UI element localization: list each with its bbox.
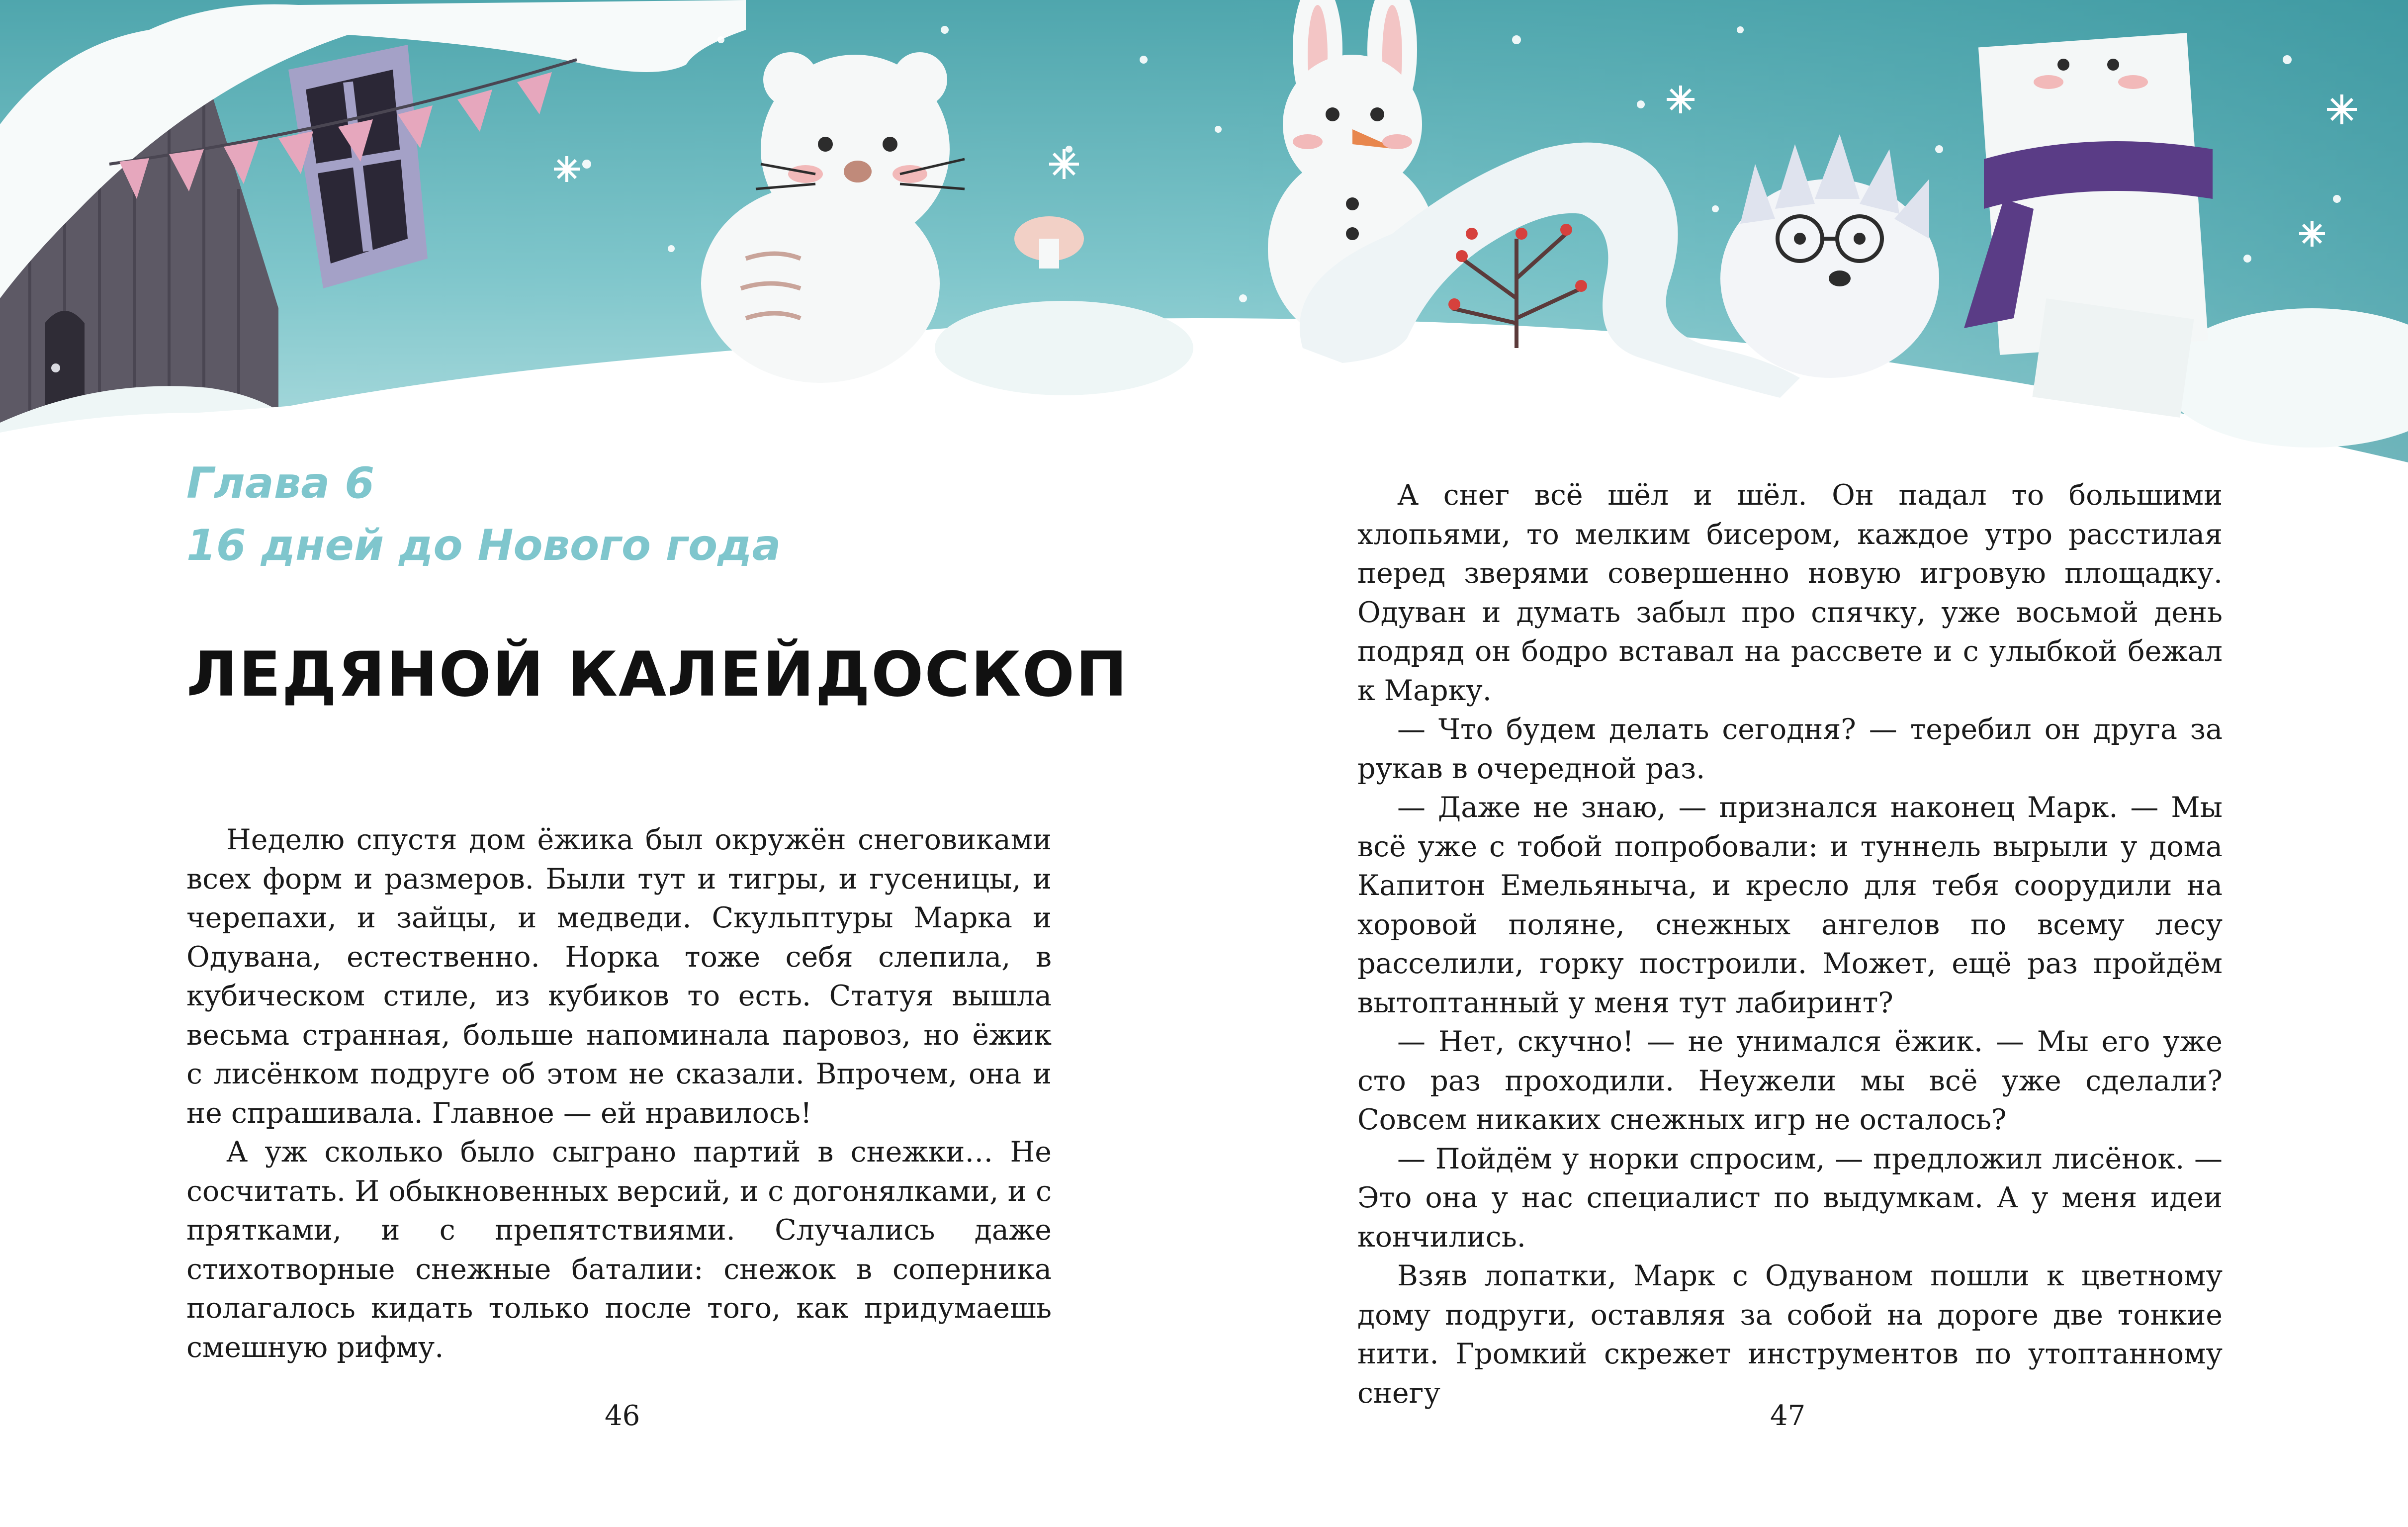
chapter-subtitle: 16 дней до Нового года: [186, 521, 781, 570]
paragraph: — Нет, скучно! — не унимался ёжик. — Мы его уже сто раз проходили. Неужели мы всё уже сделали? Совсем никаких снежных игр не осталось?: [1357, 1025, 2223, 1136]
paragraph: — Что будем делать сегодня? — теребил он друга за рукав в очередной раз.: [1357, 713, 2223, 785]
paragraph: А уж сколько было сыграно партий в снежки… Не сосчитать. И обыкновенных версий, и с догонялками, и с прятками, и с препятствиями. Случались даже стихотворные снежные баталии: снежок в соперника полагалось кидать только после того, как придумаешь смешную рифму.: [186, 1136, 1052, 1364]
left-page-text: [186, 820, 1052, 1367]
page-number-left: 46: [605, 1400, 640, 1432]
winter-illustration: [0, 0, 2408, 497]
chapter-title: ЛЕДЯНОЙ КАЛЕЙДОСКОП: [186, 639, 1128, 711]
paragraph: Взяв лопатки, Марк с Одуваном пошли к цветному дому подруги, оставляя за собой на дороге две тонкие нити. Громкий скрежет инструментов по утоптанному снегу: [1357, 1259, 2223, 1410]
right-page-text: [1357, 476, 2223, 1413]
page-number-right: 47: [1770, 1400, 1806, 1432]
paragraph: А снег всё шёл и шёл. Он падал то большими хлопьями, то мелким бисером, каждое утро расстилая перед зверями совершенно новую игровую площадку. Одуван и думать забыл про спячку, уже восьмой день подряд он бодро вставал на рассвете и с улыбкой бежал к Марку.: [1357, 479, 2223, 707]
chapter-heading: [186, 452, 781, 577]
paragraph: Неделю спустя дом ёжика был окружён снеговиками всех форм и размеров. Были тут и тигры, и гусеницы, и черепахи, и зайцы, и медведи. Скульптуры Марка и Одувана, естественно. Норка тоже себя слепила, в кубическом стиле, из кубиков то есть. Статуя вышла весьма странная, больше напоминала паровоз, но ёжик с лисёнком подруге об этом не сказали. Впрочем, она и не спрашивала. Главное — ей нравилось!: [186, 823, 1052, 1130]
paragraph: — Пойдём у норки спросим, — предложил лисёнок. — Это она у нас специалист по выдумкам. А у меня идеи кончились.: [1357, 1142, 2223, 1254]
chapter-label: Глава 6: [186, 458, 375, 508]
paragraph: — Даже не знаю, — признался наконец Марк. — Мы всё уже с тобой попробовали: и туннель вырыли у дома Капитон Емельяныча, и кресло для тебя соорудили на хоровой поляне, снежных ангелов по всему лесу расселили, горку построили. Может, ещё раз пройдём вытоптанный у меня тут лабиринт?: [1357, 791, 2223, 1019]
